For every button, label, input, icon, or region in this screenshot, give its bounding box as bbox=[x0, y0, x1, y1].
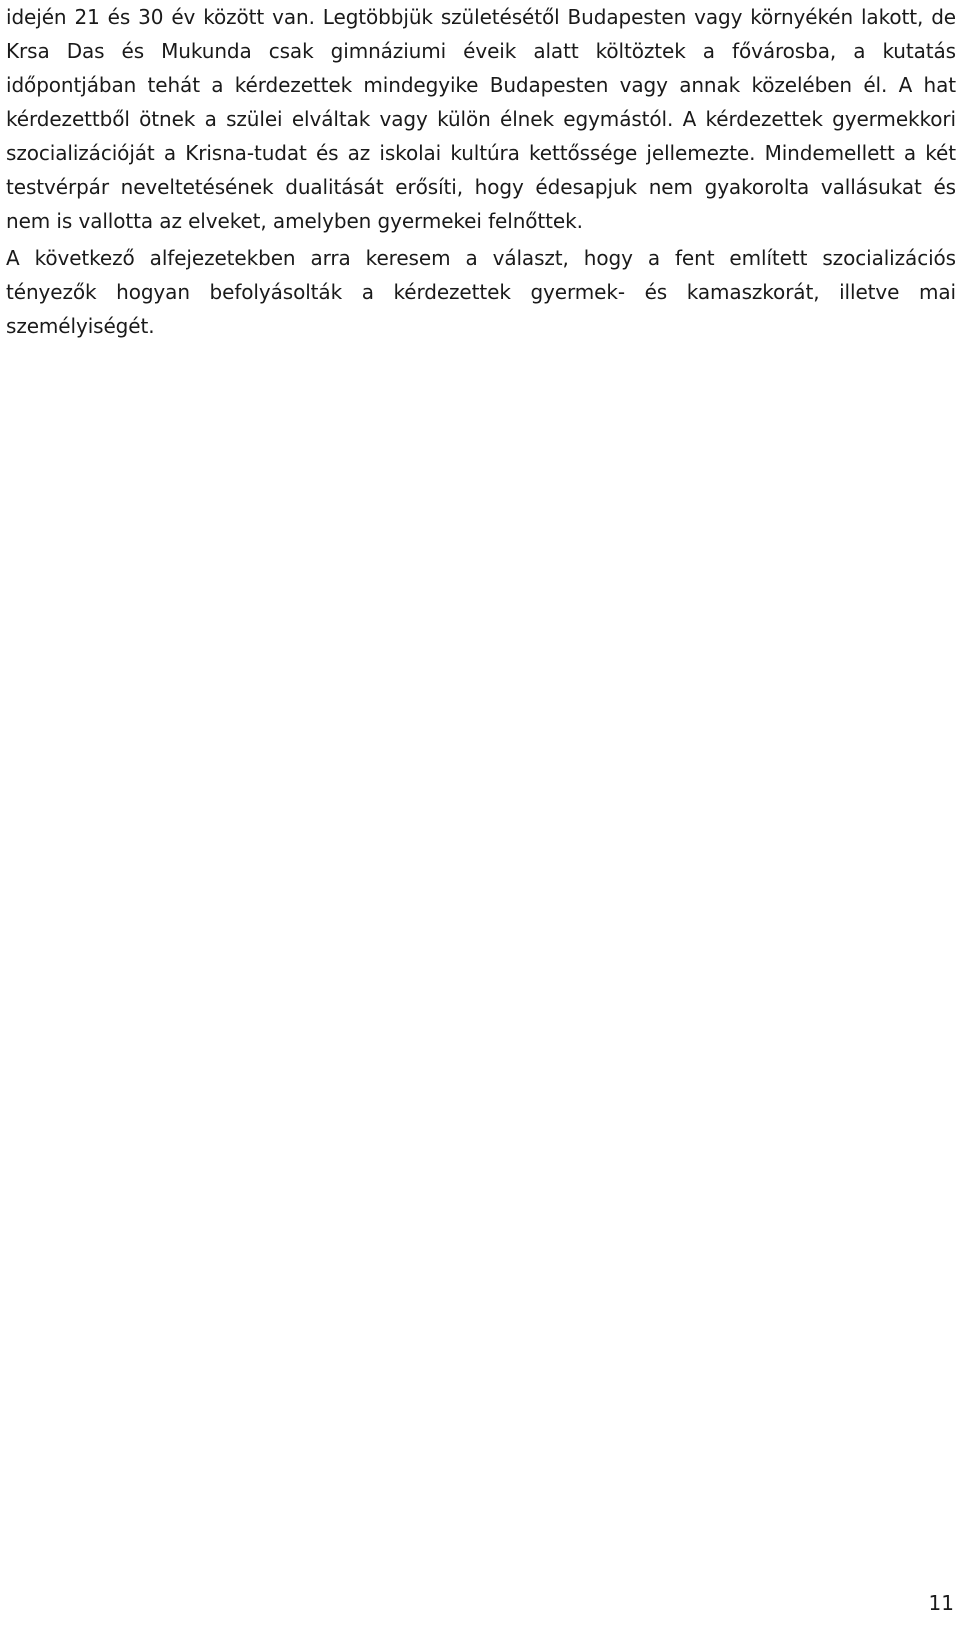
body-text bbox=[6, 0, 956, 343]
paragraph-1: idején 21 és 30 év között van. Legtöbbjük születésétől Budapesten vagy környékén lakott, de Krsa Das és Mukunda csak gimnáziumi éveik alatt költöztek a fővárosba, a kutatás időpontjában tehát a kérdezettek mindegyike Budapesten vagy annak közelében él. A hat kérdezettből ötnek a szülei elváltak vagy külön élnek egymástól. A kérdezettek gyermekkori szocializációját a Krisna-tudat és az iskolai kultúra kettőssége jellemezte. Mindemellett a két testvérpár neveltetésének dualitását erősíti, hogy édesapjuk nem gyakorolta vallásukat és nem is vallotta az elveket, amelyben gyermekei felnőttek. bbox=[6, 5, 956, 233]
paragraph-2: A következő alfejezetekben arra keresem a választ, hogy a fent említett szocializációs tényezők hogyan befolyásolták a kérdezettek gyermek- és kamaszkorát, illetve mai személyiségét. bbox=[6, 246, 956, 338]
page-number: 11 bbox=[928, 1591, 954, 1615]
